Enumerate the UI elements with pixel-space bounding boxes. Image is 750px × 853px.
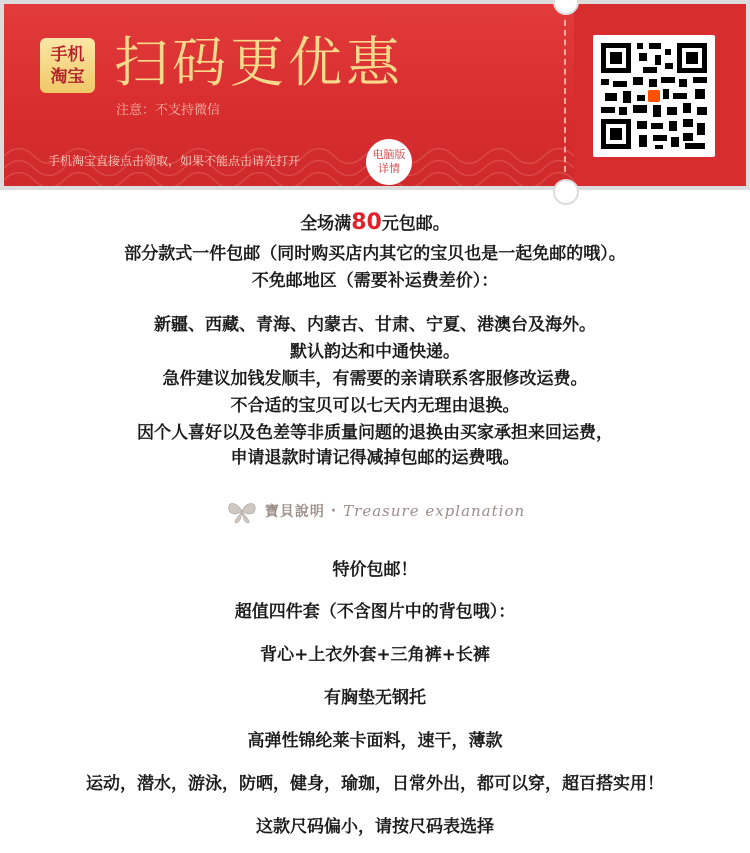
wechat-notice: 注意：不支持微信: [116, 103, 221, 118]
default-courier: 默认韵达和中通快递。: [290, 342, 460, 362]
excluded-regions-list: 新疆、西藏、青海、内蒙古、甘肃、宁夏、港澳台及海外。: [154, 315, 596, 335]
taobao-badge: [40, 38, 95, 93]
four-piece-set: 超值四件套（不含图片中的背包哦）：: [234, 602, 516, 622]
return-policy: 不合适的宝贝可以七天内无理由退换。: [230, 396, 520, 416]
coupon-left-panel: [4, 4, 574, 186]
threshold-prefix: 全场满: [300, 214, 352, 234]
special-offer: 特价包邮！: [332, 560, 418, 580]
divider-dot: ·: [330, 503, 338, 519]
coupon-banner[interactable]: [0, 0, 750, 190]
coupon-title: 扫码更优惠: [114, 31, 404, 94]
qr-code-icon: [599, 41, 709, 151]
padding-info: 有胸垫无钢托: [324, 688, 426, 708]
fabric-info: 高弹性锦纶莱卡面料，速干，薄款: [247, 731, 503, 751]
express-option: 急件建议加钱发顺丰，有需要的亲请联系客服修改运费。: [162, 369, 588, 389]
set-contents: 背心+上衣外套+三角裤+长裤: [260, 645, 490, 665]
single-item-free-shipping: 部分款式一件包邮（同时购买店内其它的宝贝也是一起免邮的哦）。: [124, 244, 626, 264]
excluded-regions-heading: 不免邮地区（需要补运费差价）：: [251, 271, 499, 291]
divider-english: Treasure explanation: [343, 502, 526, 520]
perforation-line: [564, 20, 566, 172]
threshold-amount: 80: [351, 210, 382, 235]
pc-line-2: 详情: [378, 162, 400, 175]
threshold-suffix: 元包邮。: [381, 214, 450, 234]
divider-chinese: 寶貝說明: [264, 504, 325, 520]
free-shipping-threshold: [0, 212, 750, 235]
ticket-notch-bottom: [553, 179, 579, 205]
refund-note: 申请退款时请记得减掉包邮的运费哦。: [230, 448, 520, 468]
wave-pattern-decoration: [4, 116, 574, 186]
butterfly-icon: [225, 498, 259, 524]
return-shipping-cost: 因个人喜好以及色差等非质量问题的退换由买家承担来回运费，: [137, 423, 613, 443]
pc-details-button[interactable]: [366, 139, 412, 185]
size-note: 这款尺码偏小，请按尺码表选择: [256, 817, 494, 837]
pc-line-1: 电脑版: [372, 148, 406, 161]
usage-info: 运动，潜水，游泳，防晒，健身，瑜珈，日常外出，都可以穿，超百搭实用！: [86, 774, 664, 794]
badge-line-2: 淘宝: [50, 66, 85, 87]
coupon-tip-text: 手机淘宝直接点击领取，如果不能点击请先打开: [48, 154, 301, 168]
treasure-explanation-divider: [0, 496, 750, 526]
qr-code[interactable]: [593, 35, 715, 157]
badge-line-1: 手机: [50, 44, 85, 65]
